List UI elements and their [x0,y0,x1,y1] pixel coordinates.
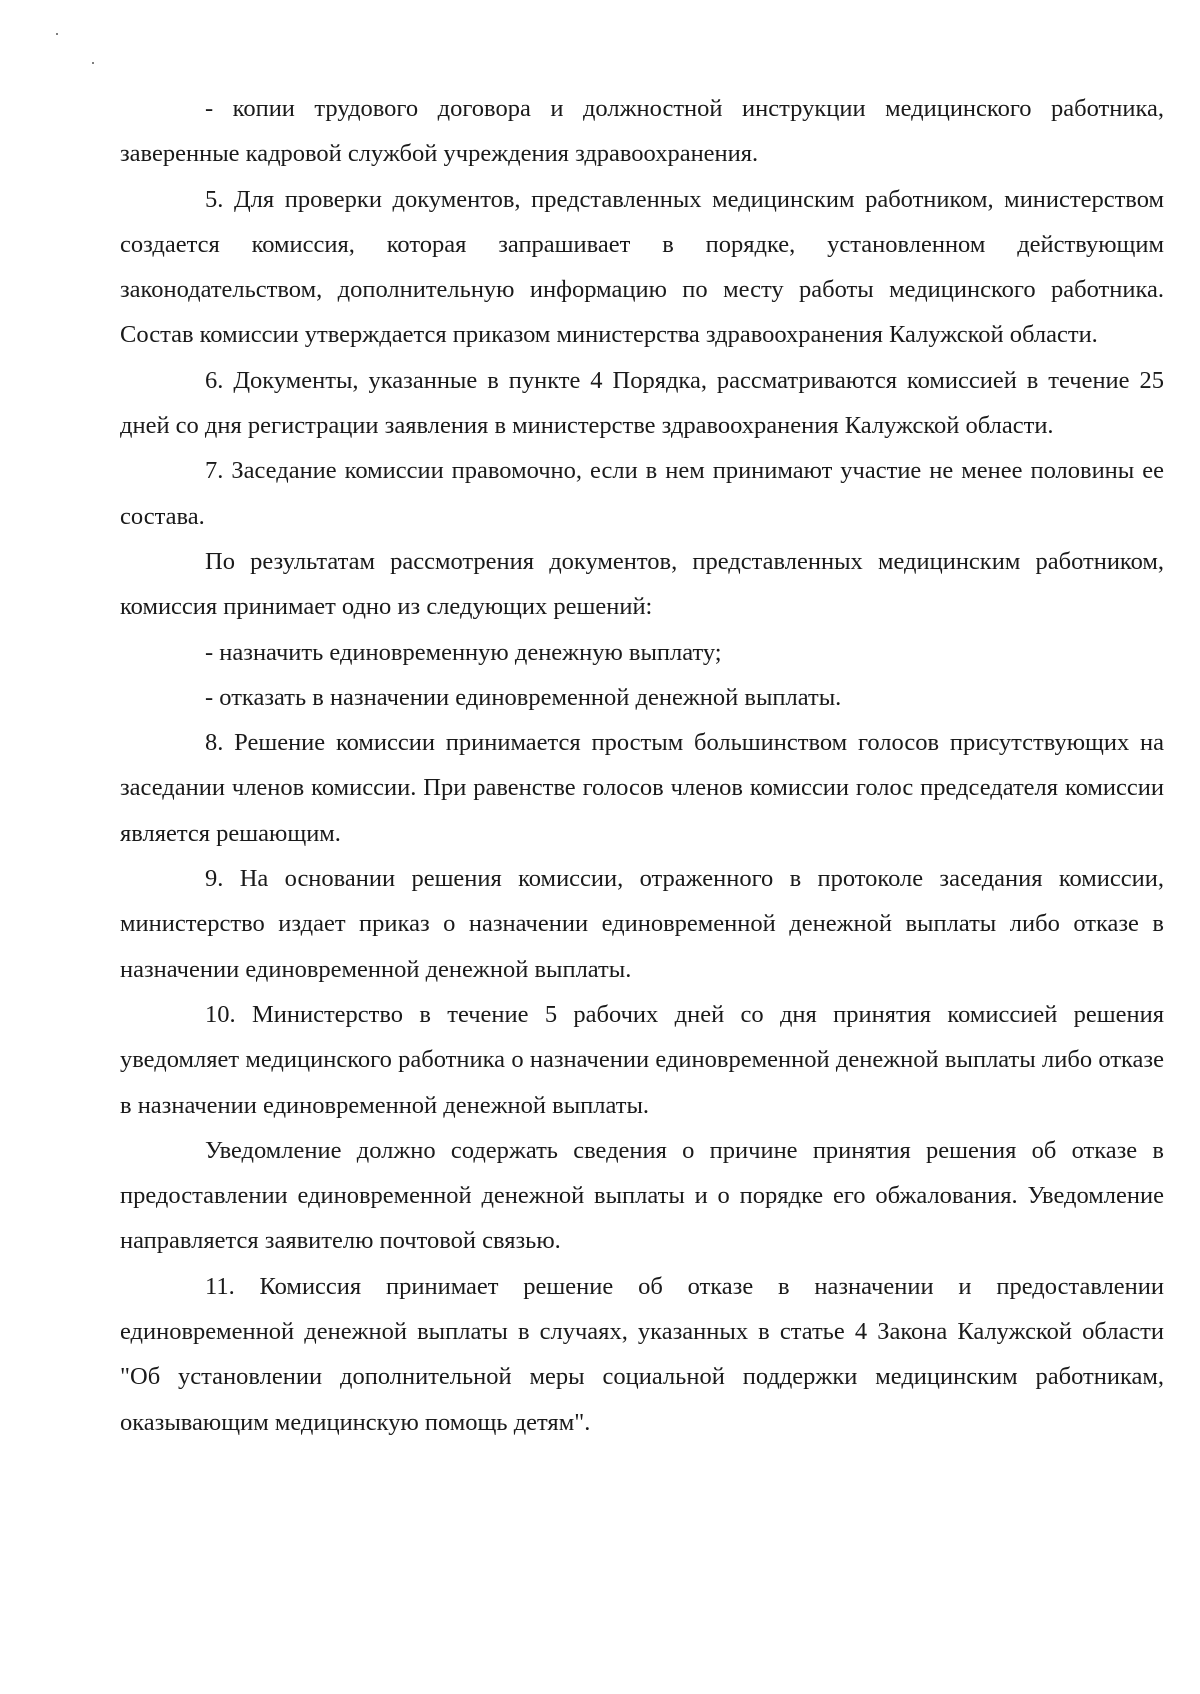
paragraph-7-quorum: 7. Заседание комиссии правомочно, если в нем принимают участие не менее половины ее состава. [120,457,1164,530]
paragraph-9-order: 9. На основании решения комиссии, отраженного в протоколе заседания комиссии, министерство издает приказ о назначении единовременной денежной выплаты либо отказе в назначении единовременной денежной выплаты. [120,865,1164,983]
paragraph-decision-grant: - назначить единовременную денежную выплату; [205,638,722,666]
paragraph-notification-content: Уведомление должно содержать сведения о причине принятия решения об отказе в предоставлении единовременной денежной выплаты и о порядке его обжалования. Уведомление направляется заявителю почтовой связью. [120,1136,1164,1255]
document-body [120,86,1164,1445]
paragraph-8-voting: 8. Решение комиссии принимается простым большинством голосов присутствующих на заседании членов комиссии. При равенстве голосов членов комиссии голос председателя комиссии является решающим. [120,729,1164,847]
paragraph-6-review-term: 6. Документы, указанные в пункте 4 Порядка, рассматриваются комиссией в течение 25 дней со дня регистрации заявления в министерстве здравоохранения Калужской области. [120,366,1164,440]
paragraph-decisions-intro: По результатам рассмотрения документов, представленных медицинским работником, комиссия принимает одно из следующих решений: [120,547,1164,621]
paragraph-10-notification: 10. Министерство в течение 5 рабочих дней со дня принятия комиссией решения уведомляет медицинского работника о назначении единовременной денежной выплаты либо отказе в назначении единовременной денежной выплаты. [120,1000,1164,1119]
paragraph-employment-copies: - копии трудового договора и должностной инструкции медицинского работника, заверенные кадровой службой учреждения здравоохранения. [120,95,1164,168]
paragraph-decision-refuse: - отказать в назначении единовременной денежной выплаты. [205,683,842,711]
scan-speck [56,33,58,35]
paragraph-11-refusal-cases: 11. Комиссия принимает решение об отказе в назначении и предоставлении единовременной денежной выплаты в случаях, указанных в статье 4 Закона Калужской области "Об установлении дополнительной меры социальной поддержки медицинским работникам, оказывающим медицинскую помощь детям". [120,1272,1164,1436]
scan-speck [92,62,94,64]
paragraph-5-commission: 5. Для проверки документов, представленных медицинским работником, министерством создается комиссия, которая запрашивает в порядке, установленном действующим законодательством, дополнительную информацию по месту работы медицинского работника. Состав комиссии утверждается приказом министерства здравоохранения Калужской области. [120,185,1164,349]
